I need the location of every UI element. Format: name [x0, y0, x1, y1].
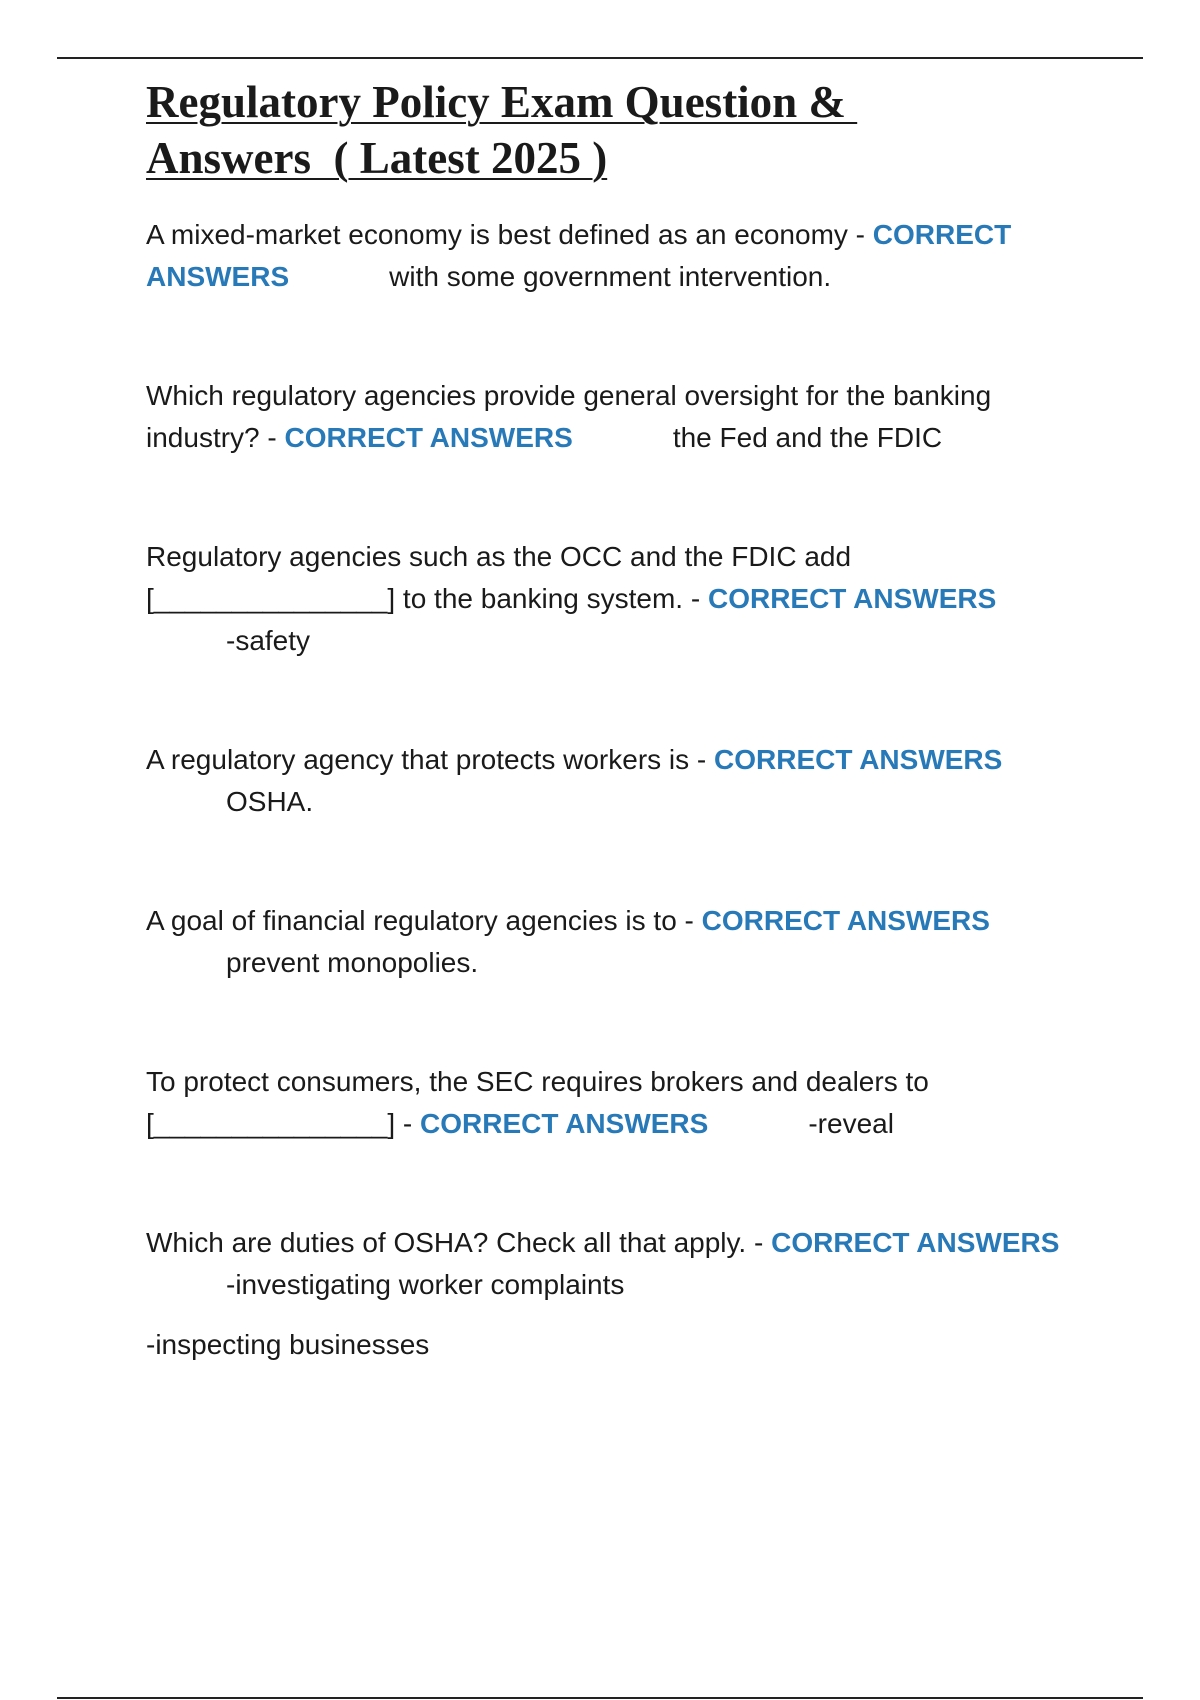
top-rule — [57, 57, 1143, 59]
answer-text: prevent monopolies. — [226, 947, 479, 978]
correct-answers-label: CORRECT ANSWERS — [284, 422, 573, 453]
title-line-1: Regulatory Policy Exam Question & — [146, 77, 858, 127]
question-text: Which are duties of OSHA? Check all that apply. - — [146, 1227, 772, 1258]
question-text: A regulatory agency that protects workers is - — [146, 744, 715, 775]
qa-item-7 — [146, 1222, 1086, 1306]
question-text: A goal of financial regulatory agencies is to - — [146, 905, 702, 936]
question-text-line-1: Which regulatory agencies provide general oversight for the banking — [146, 380, 992, 411]
title-line-2: Answers ( Latest 2025 ) — [146, 133, 608, 183]
question-text: A mixed-market economy is best defined as an economy - — [146, 219, 873, 250]
document-title — [146, 74, 1086, 186]
qa-item-2 — [146, 375, 1086, 459]
answer-text: -safety — [226, 625, 311, 656]
answer-text: the Fed and the FDIC — [672, 422, 943, 453]
question-text-line-2: [_______________] to the banking system. - — [146, 583, 708, 614]
answer-text: -investigating worker complaints — [226, 1269, 625, 1300]
answer-text: -reveal — [808, 1108, 894, 1139]
answer-text: OSHA. — [226, 786, 314, 817]
answer-text-extra: -inspecting businesses — [146, 1329, 430, 1360]
qa-item-4 — [146, 739, 1086, 823]
question-text-line-2: industry? - — [146, 422, 285, 453]
correct-answers-label: CORRECT ANSWERS — [701, 905, 990, 936]
qa-item-6 — [146, 1061, 1086, 1145]
bottom-rule — [57, 1697, 1143, 1699]
question-text-line-1: To protect consumers, the SEC requires brokers and dealers to — [146, 1066, 929, 1097]
correct-answers-label: CORRECT ANSWERS — [771, 1227, 1060, 1258]
qa-item-1 — [146, 214, 1086, 298]
qa-item-3 — [146, 536, 1086, 662]
question-text-line-1: Regulatory agencies such as the OCC and the FDIC add — [146, 541, 852, 572]
answer-text: with some government intervention. — [389, 261, 832, 292]
correct-answers-label: CORRECT ANSWERS — [714, 744, 1003, 775]
correct-answers-label: CORRECT — [872, 219, 1012, 250]
question-text-line-2: [_______________] - — [146, 1108, 421, 1139]
correct-answers-label: CORRECT ANSWERS — [420, 1108, 709, 1139]
qa-item-5 — [146, 900, 1086, 984]
correct-answers-label: CORRECT ANSWERS — [707, 583, 997, 614]
correct-answers-label-cont: ANSWERS — [146, 261, 290, 292]
document-body — [146, 74, 1086, 1366]
